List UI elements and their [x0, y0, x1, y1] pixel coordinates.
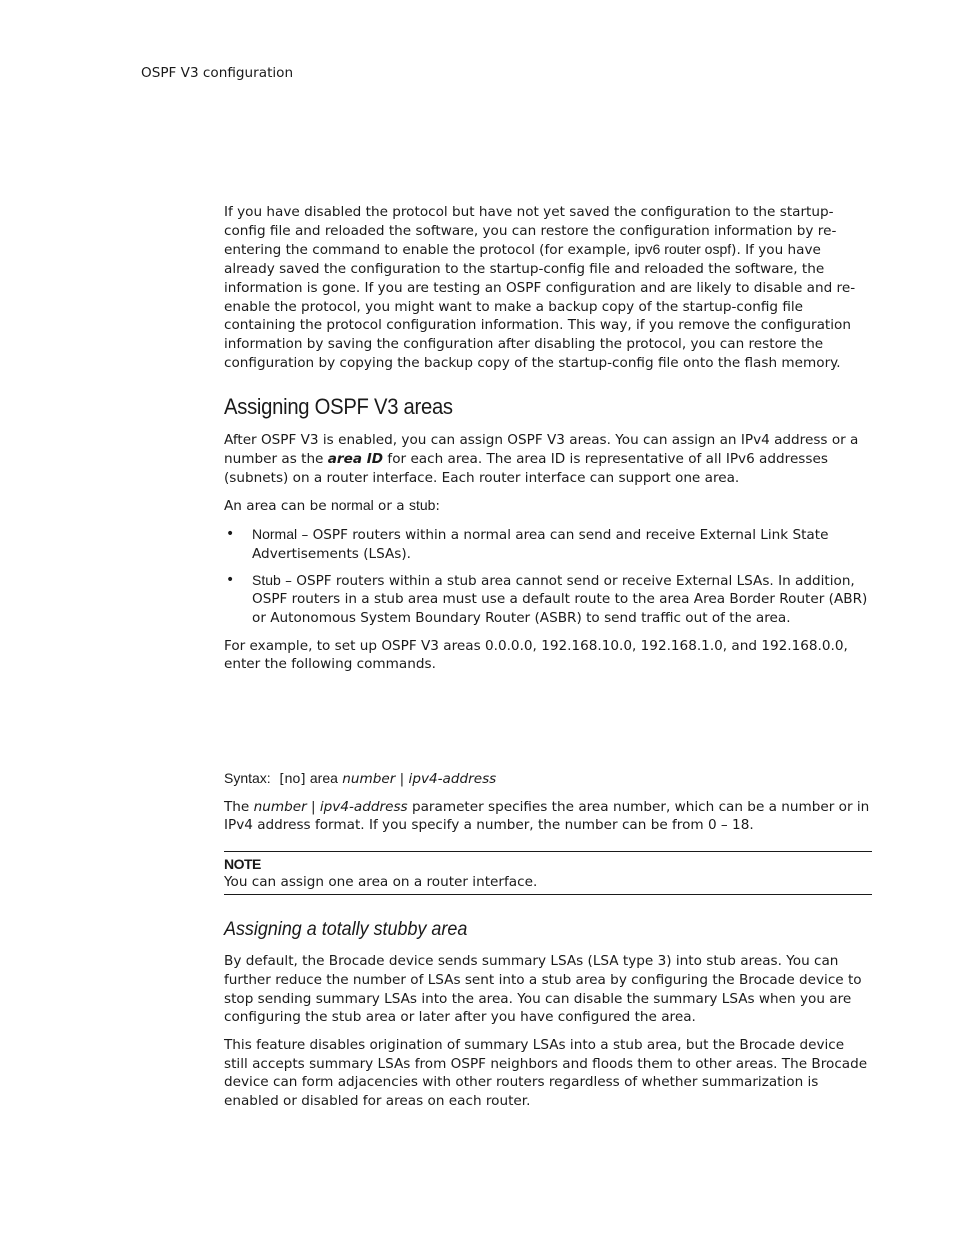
note-box [224, 851, 872, 895]
areas-paragraph-3: For example, to set up OSPF V3 areas 0.0.0.0, 192.168.10.0, 192.168.1.0, and 192.168.0.0, enter the following commands. [224, 637, 848, 673]
command-ipv6-router-ospf: ipv6 router ospf [634, 241, 732, 258]
list-item [224, 571, 872, 628]
list-item-term: Normal [252, 526, 298, 543]
section-heading-assigning-areas: Assigning OSPF V3 areas [224, 394, 453, 420]
bullet-icon: • [226, 571, 235, 588]
syntax-keyword-area: area [309, 770, 338, 787]
subsection-heading-totally-stubby: Assigning a totally stubby area [224, 918, 468, 941]
running-title: OSPF V3 configuration [141, 65, 294, 81]
syntax-label: Syntax: [224, 770, 271, 787]
note-text: You can assign one area on a router interface. [224, 874, 538, 891]
areas-paragraph-1: After OSPF V3 is enabled, you can assign OSPF V3 areas. You can assign an IPv4 address or a number as the area ID for each area. The area ID is representative of all IPv6 addresses (subnets) on a router interface. Each router interface can support one area. [224, 432, 859, 486]
syntax-param-number: number [342, 771, 396, 788]
stubby-paragraph-1: By default, the Brocade device sends summary LSAs (LSA type 3) into stub areas. You can further reduce the number of LSAs sent into a stub area by configuring the Brocade device to stop sending summary LSAs into the area. You can disable the summary LSAs when you are configuring the stub area or later after you have configured the area. [224, 953, 862, 1026]
list-item-text: – OSPF routers within a stub area cannot send or receive External LSAs. In addition, OSPF routers in a stub area must use a default route to the area Area Border Router (ABR) or Autonomous System Boundary Router (ASBR) to send traffic out of the area. [252, 572, 868, 626]
keyword-stub: stub [408, 497, 436, 514]
keyword-normal: normal [330, 497, 374, 514]
syntax-keyword-no: no [284, 770, 301, 787]
term-area-id: area ID [327, 451, 384, 468]
bullet-icon: • [226, 526, 235, 543]
list-item-text: – OSPF routers within a normal area can send and receive External Link State Advertisements (LSAs). [252, 527, 829, 562]
list-item-term: Stub [252, 571, 281, 588]
areas-paragraph-4: The number | ipv4-address parameter specifies the area number, which can be a number or in IPv4 address format. If you specify a number, the number can be from 0 – 18. [224, 798, 870, 834]
command-example-gap [224, 683, 872, 769]
page-body [224, 203, 872, 1120]
list-item [224, 525, 872, 563]
intro-paragraph: If you have disabled the protocol but have not yet saved the configuration to the startup-config file and reloaded the software, you can restore the configuration information by re-entering the command to enable the protocol (for example, ipv6 router ospf). If you have already saved the configuration to the startup-config file and reloaded the software, the information is gone. If you are testing an OSPF configuration and are likely to disable and re-enable the protocol, you might want to make a backup copy of the startup-config file containing the protocol configuration information. This way, if you remove the configuration information by saving the configuration after disabling the protocol, you can restore the configuration by copying the backup copy of the startup-config file onto the flash memory. [224, 204, 856, 371]
stubby-paragraph-2: This feature disables origination of summary LSAs into a stub area, but the Brocade device still accepts summary LSAs from OSPF neighbors and floods them to other areas. The Brocade device can form adjacencies with other routers regardless of whether summarization is enabled or disabled for areas on each router. [224, 1036, 868, 1110]
syntax-line: Syntax: [no] area number | ipv4-address [224, 770, 497, 788]
running-header [141, 64, 293, 82]
areas-paragraph-2: An area can be normal or a stub: [224, 497, 440, 515]
note-title: NOTE [224, 856, 261, 873]
syntax-param-ipv4: ipv4-address [408, 771, 497, 788]
area-type-list [224, 525, 872, 628]
